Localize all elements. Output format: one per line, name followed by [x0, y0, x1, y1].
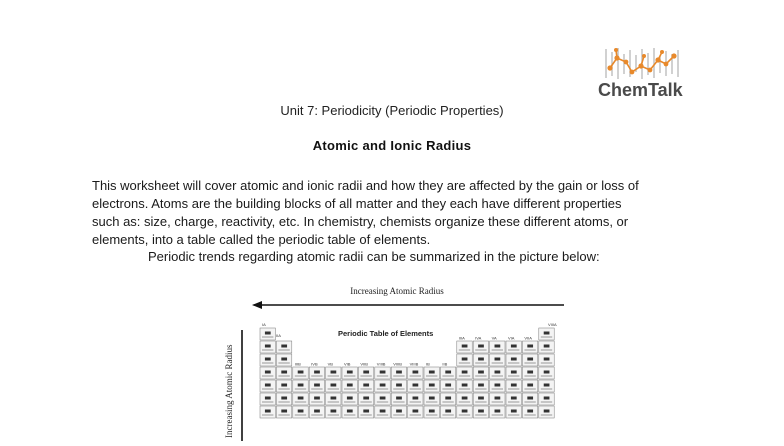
p-block-group-labels [459, 336, 532, 341]
element-symbol [265, 358, 271, 361]
element-name [295, 376, 306, 377]
element-symbol [445, 384, 451, 387]
element-name [541, 337, 552, 338]
element-symbol [298, 410, 304, 413]
group-label-2a: IIA [276, 333, 281, 338]
element-symbol [462, 384, 468, 387]
element-symbol [544, 384, 550, 387]
element-name [459, 363, 470, 364]
element-name [344, 389, 355, 390]
group-label-1a: IA [262, 322, 266, 327]
element-name [262, 402, 273, 403]
group-label: VIIIB [376, 361, 386, 367]
element-symbol [265, 384, 271, 387]
element-name [442, 376, 453, 377]
element-name [393, 415, 404, 416]
figure-top-label: Increasing Atomic Radius [350, 286, 444, 296]
element-name [508, 363, 519, 364]
element-symbol [298, 384, 304, 387]
element-symbol [347, 397, 353, 400]
element-name [508, 376, 519, 377]
element-symbol [478, 358, 484, 361]
element-name [541, 415, 552, 416]
element-symbol [281, 397, 287, 400]
element-symbol [445, 371, 451, 374]
element-name [508, 389, 519, 390]
element-symbol [281, 345, 287, 348]
group-label: IIIB [294, 361, 301, 367]
element-name [442, 415, 453, 416]
element-symbol [462, 410, 468, 413]
element-name [377, 415, 388, 416]
element-symbol [314, 397, 320, 400]
element-symbol [478, 410, 484, 413]
element-name [262, 350, 273, 351]
element-symbol [314, 410, 320, 413]
element-symbol [544, 371, 550, 374]
element-symbol [331, 397, 337, 400]
element-symbol [511, 397, 517, 400]
element-name [442, 389, 453, 390]
element-symbol [363, 384, 369, 387]
element-symbol [495, 358, 501, 361]
element-symbol [314, 384, 320, 387]
element-symbol [495, 371, 501, 374]
element-symbol [298, 371, 304, 374]
element-symbol [527, 345, 533, 348]
element-name [360, 389, 371, 390]
group-label: IIIA [458, 335, 465, 341]
element-symbol [281, 371, 287, 374]
element-symbol [396, 371, 402, 374]
element-symbol [429, 371, 435, 374]
element-symbol [331, 410, 337, 413]
element-name [344, 402, 355, 403]
element-name [426, 376, 437, 377]
element-name [459, 402, 470, 403]
element-symbol [281, 358, 287, 361]
element-symbol [363, 371, 369, 374]
element-symbol [511, 345, 517, 348]
element-name [524, 376, 535, 377]
element-symbol [511, 410, 517, 413]
element-name [524, 415, 535, 416]
element-symbol [347, 371, 353, 374]
element-symbol [495, 410, 501, 413]
element-name [475, 402, 486, 403]
group-label: VIA [508, 335, 515, 341]
element-symbol [265, 371, 271, 374]
element-symbol [281, 384, 287, 387]
group-label: IB [426, 361, 430, 367]
element-symbol [331, 384, 337, 387]
element-symbol [265, 332, 271, 335]
element-symbol [527, 358, 533, 361]
group-label: VA [491, 335, 497, 341]
element-cells [260, 328, 554, 418]
element-symbol [363, 397, 369, 400]
element-name [492, 376, 503, 377]
element-symbol [544, 332, 550, 335]
intro-line: electrons. Atoms are the building blocks of all matter and they each have different properties [92, 196, 622, 211]
element-name [492, 363, 503, 364]
element-symbol [527, 371, 533, 374]
element-name [393, 389, 404, 390]
element-name [459, 350, 470, 351]
element-symbol [380, 410, 386, 413]
element-name [360, 376, 371, 377]
group-label: VIIIB [393, 361, 402, 367]
element-name [492, 389, 503, 390]
group-label: VIIB [360, 361, 368, 367]
element-symbol [527, 397, 533, 400]
periodic-table-title: Periodic Table of Elements [338, 329, 434, 338]
element-symbol [511, 384, 517, 387]
element-symbol [511, 371, 517, 374]
element-name [344, 376, 355, 377]
element-symbol [462, 397, 468, 400]
element-name [328, 376, 339, 377]
element-symbol [544, 358, 550, 361]
element-name [377, 389, 388, 390]
element-symbol [544, 397, 550, 400]
element-symbol [478, 397, 484, 400]
left-arrow-icon [252, 300, 566, 310]
element-symbol [511, 358, 517, 361]
group-label: VIB [344, 361, 351, 367]
group-label: VIIA [524, 335, 532, 341]
element-name [328, 389, 339, 390]
unit-title: Unit 7: Periodicity (Periodic Properties) [280, 103, 504, 118]
group-label: IVA [475, 335, 482, 341]
element-name [475, 363, 486, 364]
logo-wordmark: ChemTalk [598, 80, 683, 100]
element-name [278, 402, 289, 403]
intro-line: This worksheet will cover atomic and ionic radii and how they are affected by the gain or loss of [92, 178, 639, 193]
element-symbol [396, 384, 402, 387]
element-name [524, 350, 535, 351]
element-name [278, 389, 289, 390]
element-symbol [544, 410, 550, 413]
element-name [508, 415, 519, 416]
element-name [262, 415, 273, 416]
element-symbol [478, 384, 484, 387]
element-symbol [445, 397, 451, 400]
element-name [393, 402, 404, 403]
element-symbol [413, 410, 419, 413]
element-name [360, 402, 371, 403]
element-name [278, 376, 289, 377]
element-name [524, 389, 535, 390]
element-symbol [495, 345, 501, 348]
group-label: VB [327, 361, 333, 367]
element-symbol [396, 410, 402, 413]
element-symbol [527, 410, 533, 413]
element-name [492, 402, 503, 403]
section-title: Atomic and Ionic Radius [312, 138, 472, 153]
periodic-table [258, 320, 570, 441]
element-name [410, 389, 421, 390]
element-name [295, 415, 306, 416]
element-symbol [265, 397, 271, 400]
element-name [377, 376, 388, 377]
element-name [393, 376, 404, 377]
element-symbol [527, 384, 533, 387]
element-symbol [314, 371, 320, 374]
periodic-trend-figure [222, 278, 572, 441]
element-symbol [265, 410, 271, 413]
group-label: VIIIB [409, 361, 419, 367]
element-name [541, 402, 552, 403]
element-name [541, 363, 552, 364]
element-name [524, 363, 535, 364]
element-symbol [429, 397, 435, 400]
element-name [328, 415, 339, 416]
element-name [278, 415, 289, 416]
element-symbol [429, 384, 435, 387]
element-name [311, 402, 322, 403]
element-symbol [478, 371, 484, 374]
molecule-network-logo-icon [600, 46, 684, 80]
element-name [262, 337, 273, 338]
figure-side-label: Increasing Atomic Radius [224, 344, 234, 438]
element-name [426, 389, 437, 390]
element-name [410, 402, 421, 403]
group-label-8a: VIIIA [548, 322, 557, 327]
element-symbol [544, 345, 550, 348]
element-name [492, 350, 503, 351]
element-name [524, 402, 535, 403]
element-symbol [413, 371, 419, 374]
element-name [311, 415, 322, 416]
element-symbol [331, 371, 337, 374]
summary-sentence: Periodic trends regarding atomic radii can be summarized in the picture below: [148, 249, 600, 264]
element-symbol [462, 358, 468, 361]
element-symbol [429, 410, 435, 413]
element-name [459, 415, 470, 416]
element-name [278, 363, 289, 364]
element-symbol [413, 397, 419, 400]
intro-paragraph [92, 177, 692, 249]
element-name [459, 376, 470, 377]
element-name [262, 389, 273, 390]
element-name [295, 389, 306, 390]
element-symbol [495, 397, 501, 400]
element-symbol [380, 384, 386, 387]
element-name [360, 415, 371, 416]
intro-line: such as: size, charge, reactivity, etc. In chemistry, chemists organize these different atoms, or [92, 214, 629, 229]
element-name [508, 402, 519, 403]
element-name [262, 376, 273, 377]
element-symbol [462, 345, 468, 348]
element-symbol [281, 410, 287, 413]
element-symbol [396, 397, 402, 400]
element-name [311, 389, 322, 390]
element-name [475, 415, 486, 416]
element-name [442, 402, 453, 403]
element-symbol [445, 410, 451, 413]
element-name [410, 376, 421, 377]
element-name [410, 415, 421, 416]
element-symbol [413, 384, 419, 387]
element-name [426, 415, 437, 416]
element-name [344, 415, 355, 416]
element-name [541, 350, 552, 351]
periodic-table-grid [258, 320, 570, 441]
intro-line: elements, into a table called the periodic table of elements. [92, 232, 431, 247]
element-symbol [380, 371, 386, 374]
element-symbol [265, 345, 271, 348]
element-name [541, 376, 552, 377]
element-symbol [495, 384, 501, 387]
group-label: IIB [442, 361, 448, 367]
element-name [508, 350, 519, 351]
element-name [492, 415, 503, 416]
element-name [426, 402, 437, 403]
element-name [475, 350, 486, 351]
element-symbol [380, 397, 386, 400]
element-name [541, 389, 552, 390]
element-symbol [462, 371, 468, 374]
element-name [278, 350, 289, 351]
element-symbol [298, 397, 304, 400]
element-name [459, 389, 470, 390]
group-label: IVB [311, 361, 318, 367]
element-name [377, 402, 388, 403]
chemtalk-logo [596, 46, 696, 104]
element-name [328, 402, 339, 403]
element-name [262, 363, 273, 364]
element-symbol [478, 345, 484, 348]
element-name [475, 376, 486, 377]
element-symbol [347, 410, 353, 413]
element-name [475, 389, 486, 390]
element-name [295, 402, 306, 403]
transition-group-labels [295, 362, 448, 367]
element-symbol [347, 384, 353, 387]
element-name [311, 376, 322, 377]
element-symbol [363, 410, 369, 413]
down-arrow-icon [238, 330, 246, 441]
